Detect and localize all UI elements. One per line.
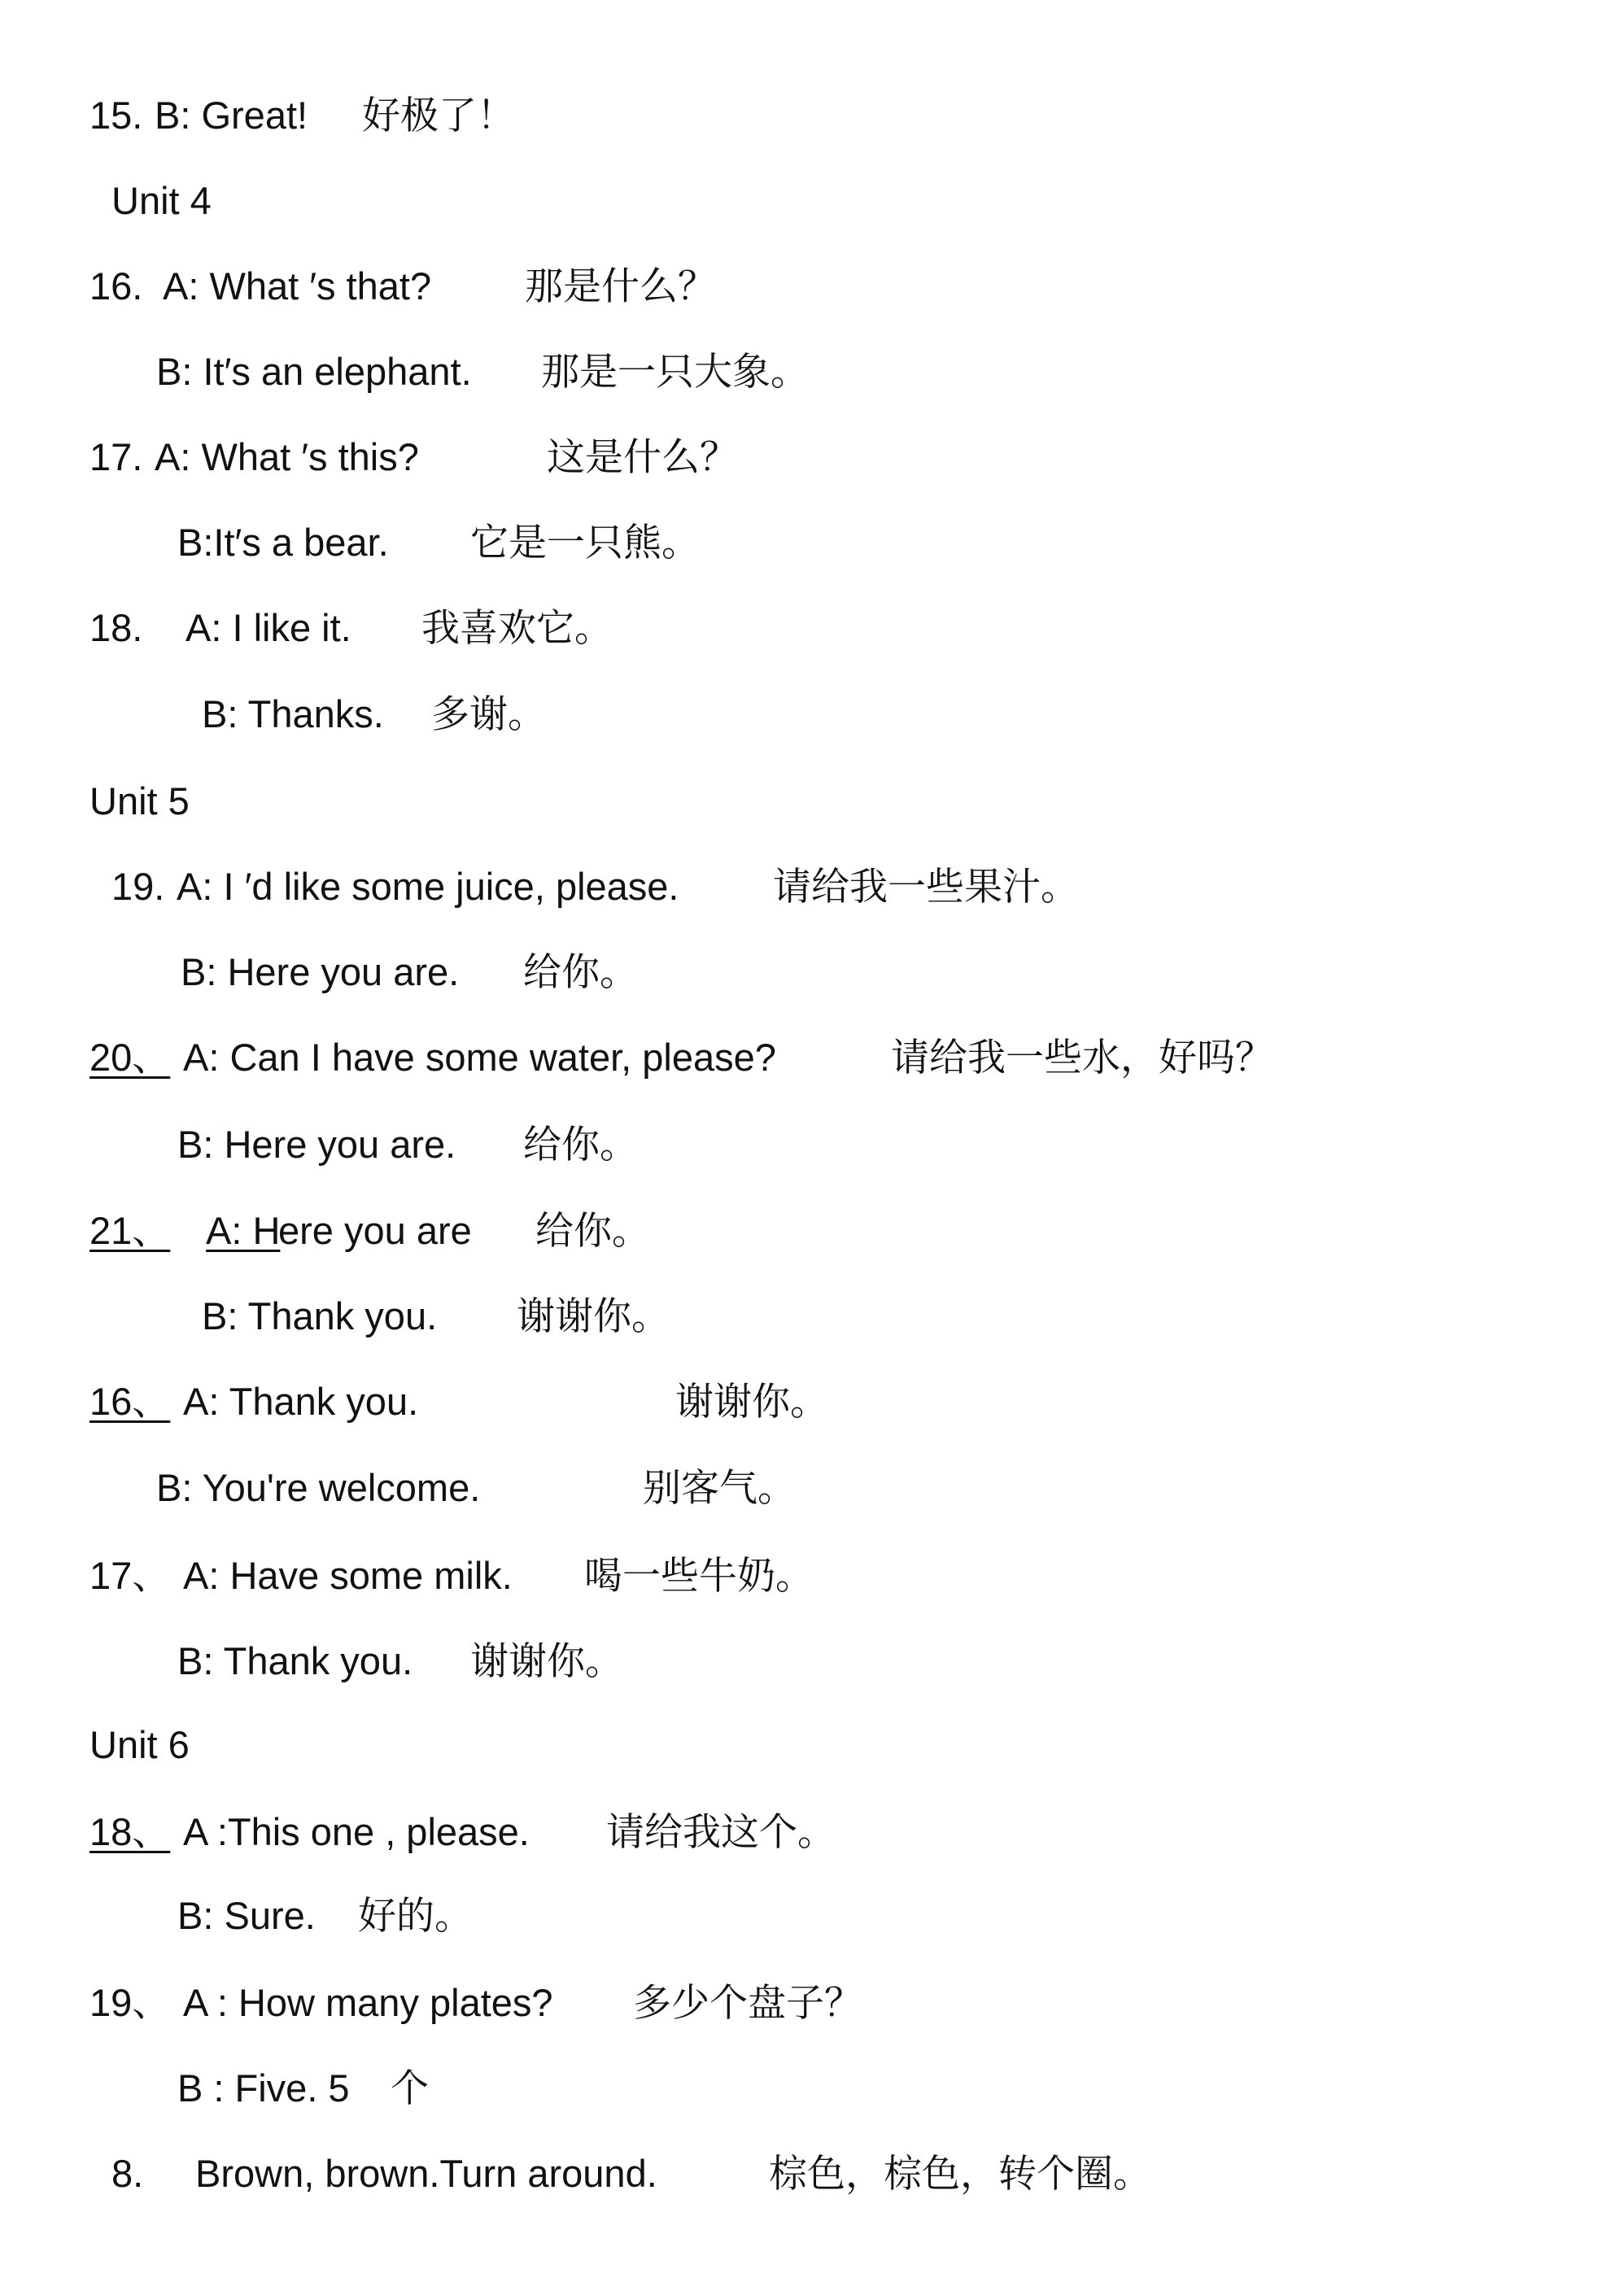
- line-chinese: 请给我一些果汁。: [773, 865, 1079, 908]
- line-english: B: Thanks.: [202, 692, 384, 735]
- line-number: 19.: [111, 865, 165, 908]
- line-chinese: 棕色，棕色，转个圈。: [769, 2152, 1151, 2195]
- line-chinese: 多少个盘子？: [633, 1981, 862, 2024]
- line-chinese: 那是什么？: [525, 264, 716, 308]
- line-english: B:It′s a bear.: [177, 521, 389, 564]
- line-chinese: 它是一只熊。: [470, 521, 700, 564]
- line-number: 8.: [111, 2152, 144, 2195]
- line-english: A: Thank you.: [183, 1380, 419, 1423]
- line-chinese: 谢谢你。: [517, 1294, 670, 1337]
- line-chinese: 谢谢你。: [675, 1380, 828, 1423]
- line-number: 18、: [89, 1810, 171, 1853]
- line-english: B: It′s an elephant.: [156, 350, 472, 393]
- line-english: B: Here you are.: [181, 950, 460, 993]
- line-chinese: 谢谢你。: [470, 1639, 623, 1682]
- line-english: A :This one , please.: [183, 1810, 530, 1853]
- line-number: 16.: [89, 264, 143, 308]
- line-chinese: 别客气。: [643, 1466, 796, 1509]
- line-english: A: I like it.: [186, 606, 351, 649]
- line-english: B: Here you are.: [177, 1123, 456, 1166]
- line-number: 16、: [89, 1380, 171, 1423]
- line-chinese: 好的。: [358, 1894, 473, 1937]
- line-chinese: 喝一些牛奶。: [584, 1554, 814, 1597]
- line-chinese: 给你。: [523, 950, 638, 993]
- line-english: B: Thank you.: [177, 1639, 413, 1682]
- line-english: A: What ′s this?: [155, 435, 419, 478]
- line-english: B: You're welcome.: [156, 1466, 481, 1509]
- line-number: 17.: [89, 435, 143, 478]
- line-english: A: I ′d like some juice, please.: [177, 865, 679, 908]
- unit-title: Unit 5: [89, 779, 190, 822]
- line-chinese: 好极了！: [362, 94, 515, 137]
- line-english: Brown, brown.Turn around.: [195, 2152, 657, 2195]
- line-number: 17、: [89, 1554, 171, 1597]
- line-number: 19、: [89, 1981, 171, 2024]
- line-english: A : How many plates?: [183, 1981, 553, 2024]
- line-number: 21、: [89, 1209, 171, 1252]
- line-english: B: Great!: [155, 94, 308, 137]
- line-chinese: 给你。: [523, 1123, 638, 1166]
- line-number: 18.: [89, 606, 143, 649]
- line-chinese: 给你。: [535, 1209, 650, 1252]
- line-number: 15.: [89, 94, 143, 137]
- line-english: A: Have some milk.: [183, 1554, 513, 1597]
- line-english: ere you are: [278, 1209, 472, 1252]
- line-chinese: 请给我一些水，好吗？: [891, 1036, 1273, 1079]
- line-chinese: 多谢。: [431, 692, 546, 735]
- unit-title: Unit 4: [111, 179, 212, 222]
- line-chinese: 那是一只大象。: [541, 350, 809, 393]
- line-chinese: 我喜欢它。: [421, 606, 613, 649]
- line-english: B: Sure.: [177, 1894, 316, 1937]
- line-chinese: 个: [391, 2066, 429, 2110]
- line-chinese: 这是什么？: [547, 435, 738, 478]
- unit-title: Unit 6: [89, 1723, 190, 1766]
- line-english: B: Thank you.: [202, 1294, 438, 1337]
- line-chinese: 请给我这个。: [606, 1810, 836, 1853]
- line-english: A: Can I have some water, please?: [183, 1036, 776, 1079]
- line-english: B : Five. 5: [177, 2066, 350, 2110]
- line-english: A: What ′s that?: [163, 264, 432, 308]
- line-number: 20、: [89, 1036, 171, 1079]
- line-english-prefix: A: H: [206, 1209, 281, 1252]
